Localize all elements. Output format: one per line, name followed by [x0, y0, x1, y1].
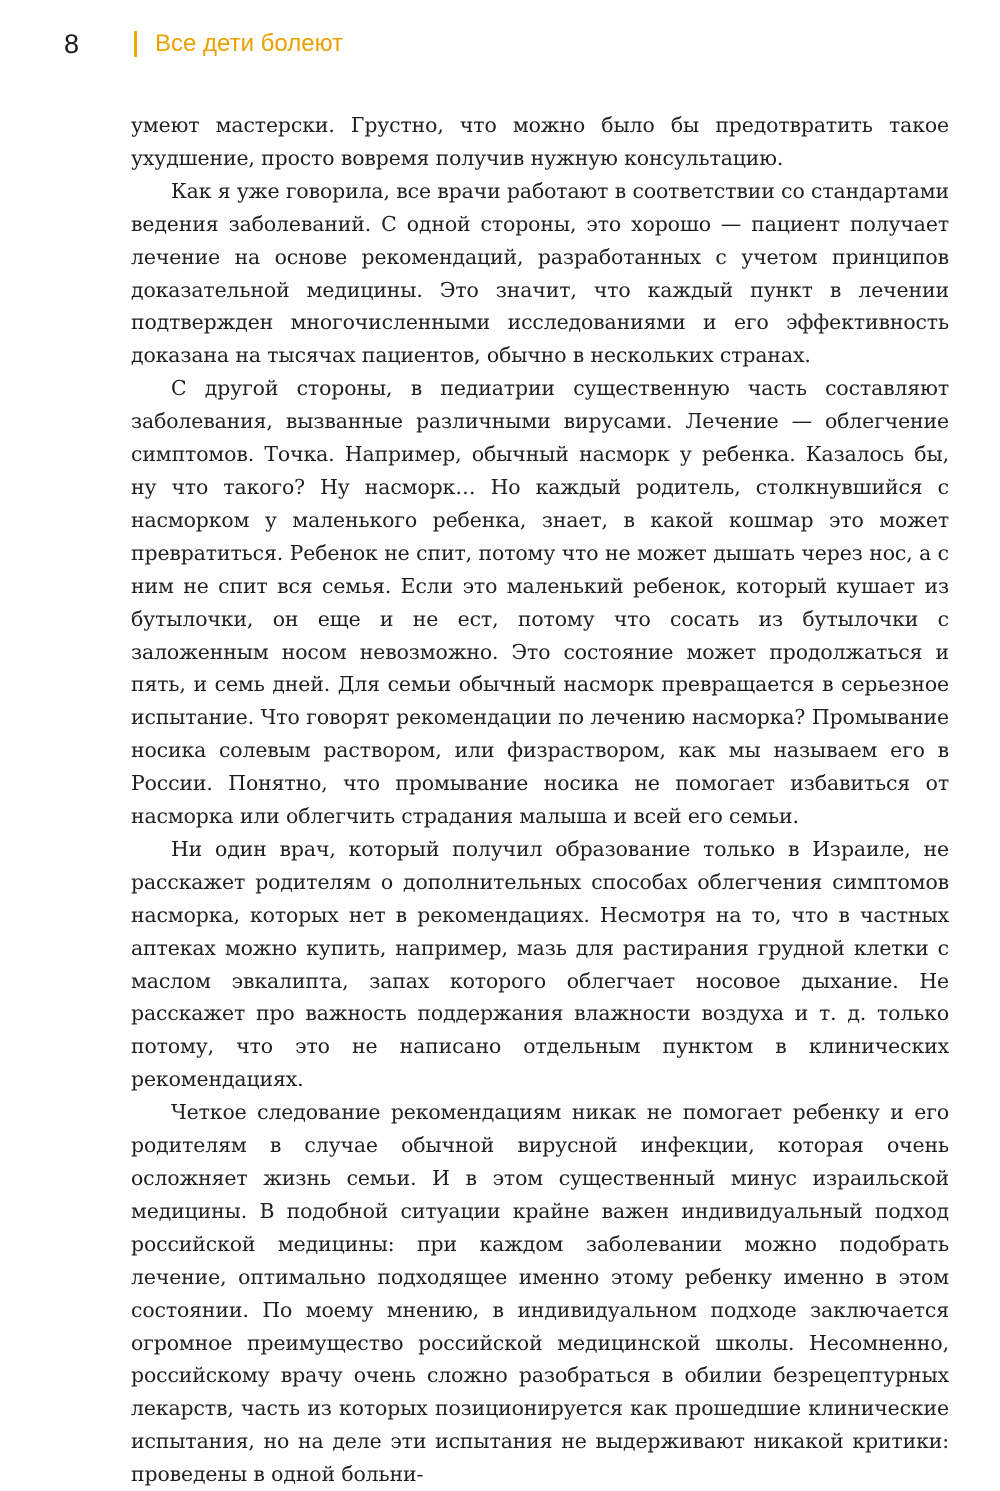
- paragraph-5: Четкое следование рекомендациям никак не помогает ребенку и его родителям в случае обычной вирусной инфекции, которая очень осложняет жизнь семьи. И в этом существенный минус израильской медицины. В подобной ситуации крайне важен индивидуальный подход российской медицины: при каждом заболевании можно подобрать лечение, оптимально подходящее именно этому ребенку именно в этом состоянии. По моему мнению, в индивидуальном подходе заключается огромное преимущество российской медицинской школы. Несомненно, российскому врачу очень сложно разобраться в обилии безрецептурных лекарств, часть из которых позиционируется как прошедшие клинические испытания, но на деле эти испытания не выдерживают никакой критики: проведены в одной больни-: [131, 1100, 949, 1487]
- paragraph-1: умеют мастерски. Грустно, что можно было бы предотвратить такое ухудшение, просто вовремя получив нужную консультацию.: [131, 113, 949, 170]
- page-header: [64, 26, 343, 62]
- paragraph-4: Ни один врач, который получил образование только в Израиле, не расскажет родителям о дополнительных способах облегчения симптомов насморка, которых нет в рекомендациях. Несмотря на то, что в частных аптеках можно купить, например, мазь для растирания грудной клетки с маслом эвкалипта, запах которого облегчает носовое дыхание. Не расскажет про важность поддержания влажности воздуха и т. д. только потому, что это не написано отдельным пунктом в клинических рекомендациях.: [131, 836, 949, 1092]
- paragraph-3: С другой стороны, в педиатрии существенную часть составляют заболевания, вызванные различными вирусами. Лечение — облегчение симптомов. Точка. Например, обычный насморк у ребенка. Казалось бы, ну что такого? Ну насморк… Но каждый родитель, столкнувшийся с насморком у маленького ребенка, знает, в какой кошмар это может превратиться. Ребенок не спит, потому что не может дышать через нос, а с ним не спит вся семья. Если это маленький ребенок, который кушает из бутылочки, он еще и не ест, потому что сосать из бутылочки с заложенным носом невозможно. Это состояние может продолжаться и пять, и семь дней. Для семьи обычный насморк превращается в серьезное испытание. Что говорят рекомендации по лечению насморка? Промывание носика солевым раствором, или физраствором, как мы называем его в России. Понятно, что промывание носика не помогает избавиться от насморка или облегчить страдания малыша и всей его семьи.: [131, 376, 949, 829]
- paragraph-2: Как я уже говорила, все врачи работают в соответствии со стандартами ведения заболеваний. С одной стороны, это хорошо — пациент получает лечение на основе рекомендаций, разработанных с учетом принципов доказательной медицины. Это значит, что каждый пункт в лечении подтвержден многочисленными исследованиями и его эффективность доказана на тысячах пациентов, обычно в нескольких странах.: [131, 178, 950, 368]
- page-number: 8: [64, 28, 80, 59]
- body-text: [131, 109, 949, 1491]
- running-title: Все дети болеют: [155, 30, 344, 57]
- header-divider: [134, 31, 137, 57]
